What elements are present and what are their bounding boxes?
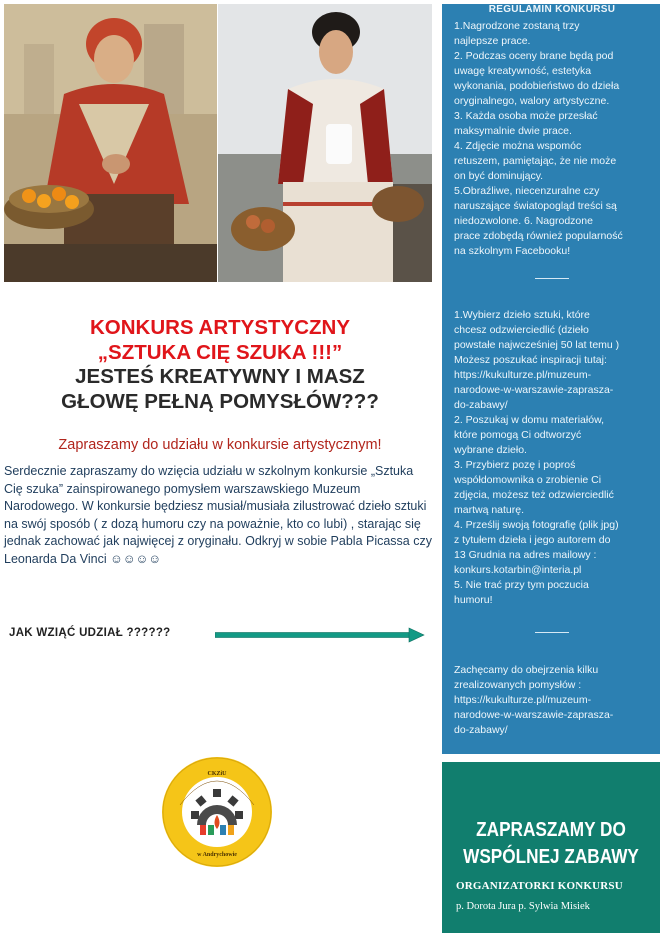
organizers-names: p. Dorota Jura p. Sylwia Misiek: [456, 901, 590, 912]
outro-text: Zachęcamy do obejrzenia kilku zrealizowanych pomysłów : https://kukulturze.pl/muzeum- narodowe-w-warszawie-zapraszа- do-zabawy/: [454, 664, 614, 736]
headline-question-line1: JESTEŚ KREATYWNY I MASZ: [75, 365, 365, 388]
school-logo-icon: [160, 755, 274, 869]
organizers-label: ORGANIZATORKI KONKURSU: [456, 880, 623, 892]
svg-text:w Andrychowie: w Andrychowie: [197, 852, 237, 858]
rules-panel: [442, 4, 660, 754]
headline-question-line2: GŁOWĘ PEŁNĄ POMYSŁÓW???: [61, 390, 379, 413]
painting-woman-oranges-icon: [4, 4, 217, 282]
intro-text: Serdecznie zapraszamy do wzięcia udziału w szkolnym konkursie „Sztuka Cię szuka” zainspirowanego pomysłem warszawskiego Muzeum Narodowego. W konkursie będziesz musiał/musiała zilustrować dzieło sztuki na swój sposób ( z dozą humoru czy na poważnie, kto co lubi) , starając się jednak zachować jak najwięcej z oryginału. Odkryj w sobie Pabla Picassa czy Leonarda Da Vinci ☺☺☺☺: [4, 464, 432, 566]
arrow-right-icon: [215, 627, 425, 643]
rules-title: REGULAMIN KONKURSU: [488, 4, 616, 15]
photo-recreation: [218, 4, 432, 282]
how-to-join-label: JAK WZIĄĆ UDZIAŁ ??????: [9, 627, 171, 639]
organizers-title-line2: WSPÓLNEJ ZABAWY: [463, 846, 639, 868]
steps-text: 1.Wybierz dzieło sztuki, które chcesz odzwierciedlić (dzieło powstałe najwcześniej 50 lat temu ) Możesz poszukać inspiracji tutaj: https://kukulturze.pl/muzeum- narodowe-w-warszawie-zapraszа- do-zabawy/ 2. Poszukaj w domu materiałów, które pomogą Ci odtworzyć wybrane dzieło. 3. Przybierz pozę i poproś współdomownika o zrobienie Ci zdjęcia, możesz też odzwierciedlić martwą naturę. 4. Prześlij swoją fotografię (plik jpg) z tytułem dzieła i jego autorem do 13 Grudnia na adres mailowy : konkurs.kotarbin@interia.pl 5. Nie trać przy tym poczucia humoru!: [454, 309, 620, 606]
headline-title: KONKURS ARTYSTYCZNY: [89, 316, 351, 339]
school-logo: [160, 755, 274, 869]
divider: [535, 278, 569, 279]
organizers-title: [457, 817, 644, 871]
organizers-panel: [442, 762, 660, 933]
svg-text:CKZiU: CKZiU: [207, 771, 227, 777]
organizers-title-line1: ZAPRASZAMY DO: [476, 819, 626, 841]
invite-text: Zapraszamy do udziału w konkursie artystycznym!: [58, 437, 382, 453]
headline-contest-name: „SZTUKA CIĘ SZUKA !!!”: [97, 341, 343, 364]
divider: [535, 632, 569, 633]
painting-woman-oranges: [4, 4, 217, 282]
photo-recreation-icon: [218, 4, 432, 282]
rules-text: 1.Nagrodzone zostaną trzy najlepsze prace. 2. Podczas oceny brane będą pod uwagę kreatywność, estetyka wykonania, podobieństwo do dzieła oryginalnego, walory artystyczne. 3. Każda osoba może przesłać maksymalnie dwie prace. 4. Zdjęcie można wspomóc retuszem, pamiętając, że nie może on być dominujący. 5.Obraźliwe, niecenzuralne czy naruszające światopogląd treści są niedozwolone. 6. Nagrodzone prace zdobędą również popularność na szkolnym Facebooku!: [454, 20, 623, 257]
